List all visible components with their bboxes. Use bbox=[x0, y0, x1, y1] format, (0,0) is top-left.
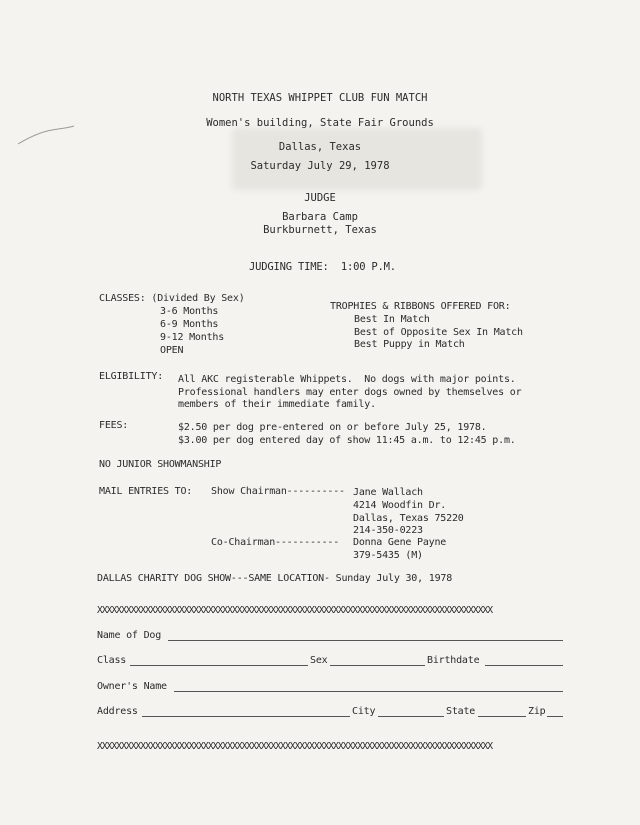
trophy-item: Best Puppy in Match bbox=[354, 339, 465, 350]
eligibility-label: ELGIBILITY: bbox=[99, 371, 164, 382]
sex-field[interactable] bbox=[330, 665, 425, 666]
chairman-line: Jane Wallach bbox=[353, 487, 423, 498]
zip-label: Zip bbox=[528, 706, 546, 717]
trophy-item: Best of Opposite Sex In Match bbox=[354, 327, 523, 338]
fee-line: $2.50 per dog pre-entered on or before July 25, 1978. bbox=[178, 422, 487, 433]
separator-row: XXXXXXXXXXXXXXXXXXXXXXXXXXXXXXXXXXXXXXXXXXXXXXXXXXXXXXXXXXXXXXXXXXXXXXXXXXXXXXXXXX bbox=[97, 605, 493, 616]
class-item: 6-9 Months bbox=[160, 319, 219, 330]
club-title: NORTH TEXAS WHIPPET CLUB FUN MATCH bbox=[212, 92, 428, 104]
state-label: State bbox=[446, 706, 476, 717]
class-label: Class bbox=[97, 655, 127, 666]
dallas-charity-show: DALLAS CHARITY DOG SHOW---SAME LOCATION- Sunday July 30, 1978 bbox=[97, 573, 453, 584]
classes-heading: CLASSES: (Divided By Sex) bbox=[99, 293, 245, 304]
bleed-through-mark bbox=[36, 340, 58, 350]
birthdate-field[interactable] bbox=[485, 665, 563, 666]
city-field[interactable] bbox=[378, 716, 444, 717]
class-item: 3-6 Months bbox=[160, 306, 219, 317]
mail-entries-label: MAIL ENTRIES TO: bbox=[99, 486, 193, 497]
trophies-heading: TROPHIES & RIBBONS OFFERED FOR: bbox=[330, 301, 511, 312]
state-field[interactable] bbox=[478, 716, 526, 717]
venue: Women's building, State Fair Grounds bbox=[206, 117, 434, 129]
birthdate-label: Birthdate bbox=[427, 655, 480, 666]
chairman-line: 4214 Woodfin Dr. bbox=[353, 500, 447, 511]
pen-mark bbox=[16, 122, 76, 148]
chairman-line: Dallas, Texas 75220 bbox=[353, 513, 464, 524]
separator-row: XXXXXXXXXXXXXXXXXXXXXXXXXXXXXXXXXXXXXXXXXXXXXXXXXXXXXXXXXXXXXXXXXXXXXXXXXXXXXXXXXX bbox=[97, 741, 493, 752]
judge-heading: JUDGE bbox=[304, 192, 336, 204]
paper-shading bbox=[232, 128, 482, 190]
co-chairman-label: Co-Chairman----------- bbox=[211, 537, 340, 548]
owners-name-field[interactable] bbox=[174, 691, 563, 692]
name-of-dog-label: Name of Dog bbox=[97, 630, 162, 641]
eligibility-line: members of their immediate family. bbox=[178, 399, 376, 410]
zip-field[interactable] bbox=[547, 716, 563, 717]
eligibility-line: Professional handlers may enter dogs owned by themselves or bbox=[178, 387, 522, 398]
judge-name: Barbara Camp bbox=[282, 211, 358, 223]
sex-label: Sex bbox=[310, 655, 328, 666]
address-field[interactable] bbox=[142, 716, 350, 717]
eligibility-line: All AKC registerable Whippets. No dogs with major points. bbox=[178, 374, 516, 385]
class-field[interactable] bbox=[130, 665, 308, 666]
chairman-line: 214-350-0223 bbox=[353, 525, 423, 536]
address-label: Address bbox=[97, 706, 138, 717]
cochair-line: Donna Gene Payne bbox=[353, 537, 447, 548]
fee-line: $3.00 per dog entered day of show 11:45 a.m. to 12:45 p.m. bbox=[178, 435, 516, 446]
name-of-dog-field[interactable] bbox=[168, 640, 563, 641]
no-junior-showmanship: NO JUNIOR SHOWMANSHIP bbox=[99, 459, 222, 470]
class-item: OPEN bbox=[160, 345, 184, 356]
judge-location: Burkburnett, Texas bbox=[263, 224, 377, 236]
event-date: Saturday July 29, 1978 bbox=[250, 160, 390, 172]
city: Dallas, Texas bbox=[278, 141, 362, 153]
trophy-item: Best In Match bbox=[354, 314, 430, 325]
fees-label: FEES: bbox=[99, 420, 129, 431]
judging-time: JUDGING TIME: 1:00 P.M. bbox=[249, 261, 396, 273]
class-item: 9-12 Months bbox=[160, 332, 225, 343]
city-label: City bbox=[352, 706, 376, 717]
show-chairman-label: Show Chairman---------- bbox=[211, 486, 345, 497]
cochair-line: 379-5435 (M) bbox=[353, 550, 423, 561]
owners-name-label: Owner's Name bbox=[97, 681, 167, 692]
